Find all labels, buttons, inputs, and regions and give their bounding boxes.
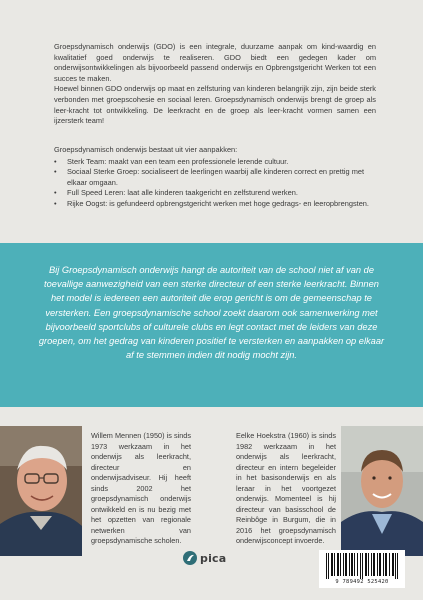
- pica-logo-icon: [183, 551, 197, 565]
- intro-paragraph-1: Groepsdynamisch onderwijs (GDO) is een integrale, duurzame aanpak om kind-waardig en kwalitatief goed onderwijs te realiseren. GDO biedt een gedegen kader om onderwijsontwikkelingen als bijvoorbeeld passend onderwijs en Opbrengstgericht Werken tot een succes te maken.: [54, 42, 376, 83]
- approaches-list: [54, 157, 376, 210]
- intro-paragraph-2: Hoewel binnen GDO onderwijs op maat en zelfsturing van kinderen belangrijk zijn, zijn beide sterk verbonden met groepscohesie en sociaal leren. Groepsdynamisch onderwijs brengt de groep als leer-kracht tot ontwikkeling. De leerkracht en de groep als leer-kracht vormen samen een ijzersterk team!: [54, 84, 376, 126]
- approach-item: • Sterk Team: maakt van een team een professionele lerende cultuur.: [54, 157, 376, 168]
- approach-item: • Rijke Oogst: is gefundeerd opbrengstgericht werken met hoge gedrags- en leeropbrengsten.: [54, 199, 376, 210]
- author-photo-eelke: [341, 426, 423, 556]
- quote-text: Bij Groepsdynamisch onderwijs hangt de autoriteit van de school niet af van de toevallige aanwezigheid van een sterke directeur of een sterke leerkracht. Binnen het model is iedereen een autoriteit die erop gericht is om de gemeenschap te versterken. Een groepsdynamische school zoekt daarom ook samenwerking met bijvoorbeeld sportclubs of culturele clubs en legt contact met de leiders van deze groepen, om het gedrag van kinderen positief te versterken en aanpakken op elkaar af te stemmen indien dit nodig mocht zijn.: [38, 265, 385, 361]
- author-bio-willem: Willem Mennen (1950) is sinds 1973 werkzaam in het onderwijs als leerkracht, directeur en onderwijsadviseur. Hij heeft sinds 2002 het groepsdynamisch onderwijs ontwikkeld en is nu bezig met het opzetten van regionale netwerken van groepsdynamische scholen.: [91, 431, 191, 545]
- approach-item: • Full Speed Leren: laat alle kinderen taakgericht en zelfsturend werken.: [54, 188, 376, 199]
- intro-text: [54, 42, 376, 127]
- barcode-bars: [324, 553, 400, 579]
- author-bio-eelke: Eelke Hoekstra (1960) is sinds 1982 werkzaam in het onderwijs als leerkracht, directeur en intern begeleider in het basisonderwijs en als leraar in het voortgezet onderwijs. Momenteel is hij directeur van basisschool de Reinbôge in Burgum, die in 2016 het groepsdynamisch onderwijsconcept invoerde.: [236, 431, 336, 545]
- approaches-section: [54, 145, 376, 210]
- quote-panel: [0, 243, 423, 407]
- publisher-logo: [183, 549, 237, 567]
- publisher-name: pica: [200, 551, 227, 565]
- approaches-heading: Groepsdynamisch onderwijs bestaat uit vier aanpakken:: [54, 145, 238, 154]
- isbn-barcode: [319, 550, 405, 588]
- approach-item: • Sociaal Sterke Groep: socialiseert de leerlingen waarbij alle kinderen correct en prettig met elkaar omgaan.: [54, 167, 376, 188]
- author-photo-willem: [0, 426, 82, 556]
- barcode-digits: 9 789492 525420: [335, 579, 389, 585]
